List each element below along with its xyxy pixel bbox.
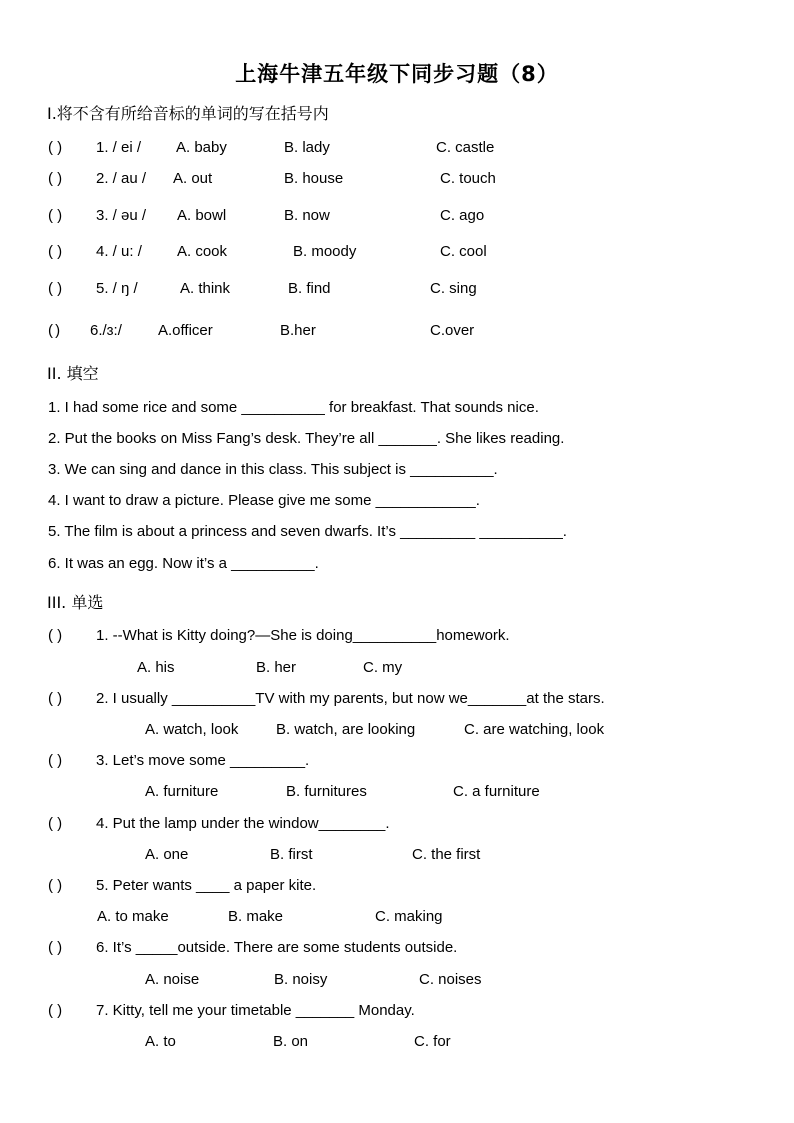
option-b: B. lady xyxy=(284,139,330,156)
option-a: A. to xyxy=(145,1033,176,1050)
option-c: C. castle xyxy=(436,139,495,156)
option-c: C. cool xyxy=(440,243,487,260)
option-a: A. noise xyxy=(145,971,200,988)
option-b: B. first xyxy=(270,846,313,863)
fill-blank-item: 3. We can sing and dance in this class. This subject is __________. xyxy=(48,461,498,478)
section2-heading: II. 填空 xyxy=(47,364,99,383)
option-a: A. cook xyxy=(177,243,228,260)
question-stem: 5. Peter wants ____ a paper kite. xyxy=(96,877,317,894)
option-b: B. on xyxy=(273,1033,309,1050)
option-c: C.over xyxy=(430,322,475,339)
option-c: C. are watching, look xyxy=(464,721,605,738)
answer-blank[interactable]: ( ) xyxy=(48,280,63,297)
option-a: A. out xyxy=(173,170,213,187)
option-a: A.officer xyxy=(158,322,213,339)
answer-blank[interactable]: ( ) xyxy=(48,139,63,156)
option-c: C. noises xyxy=(419,971,482,988)
fill-blank-item: 2. Put the books on Miss Fang’s desk. They’re all _______. She likes reading. xyxy=(48,430,565,447)
option-b: B. moody xyxy=(293,243,357,260)
option-b: B. now xyxy=(284,207,330,224)
answer-blank[interactable]: ( ) xyxy=(48,322,60,339)
option-c: C. for xyxy=(414,1033,451,1050)
question-stem: 4. Put the lamp under the window________. xyxy=(96,815,390,832)
option-a: A. bowl xyxy=(177,207,227,224)
option-b: B. house xyxy=(284,170,344,187)
phonetic-stem: 4. / u: / xyxy=(96,243,142,260)
phonetic-stem: 5. / ŋ / xyxy=(96,280,138,297)
section1-heading: I.将不含有所给音标的单词的写在括号内 xyxy=(47,104,329,123)
question-stem: 3. Let’s move some _________. xyxy=(96,752,310,769)
question-stem: 2. I usually __________TV with my parents, but now we_______at the stars. xyxy=(96,690,605,707)
option-a: A. baby xyxy=(176,139,227,156)
option-a: A. his xyxy=(137,659,175,676)
question-stem: 7. Kitty, tell me your timetable _______ Monday. xyxy=(96,1002,415,1019)
answer-blank[interactable]: ( ) xyxy=(48,939,63,956)
option-a: A. watch, look xyxy=(145,721,239,738)
section3-heading: III. 单选 xyxy=(47,593,104,612)
page-title: 上海牛津五年级下同步习题（8） xyxy=(235,62,559,86)
option-a: A. to make xyxy=(97,908,169,925)
fill-blank-item: 4. I want to draw a picture. Please give me some ____________. xyxy=(48,492,480,509)
answer-blank[interactable]: ( ) xyxy=(48,243,63,260)
answer-blank[interactable]: ( ) xyxy=(48,690,63,707)
option-c: C. the first xyxy=(412,846,481,863)
option-c: C. touch xyxy=(440,170,496,187)
option-b: B. make xyxy=(228,908,284,925)
option-b: B. find xyxy=(288,280,331,297)
option-c: C. my xyxy=(363,659,403,676)
answer-blank[interactable]: ( ) xyxy=(48,207,63,224)
answer-blank[interactable]: ( ) xyxy=(48,877,63,894)
option-b: B.her xyxy=(280,322,316,339)
option-c: C. ago xyxy=(440,207,485,224)
phonetic-stem: 6./ɜ:/ xyxy=(90,322,122,339)
option-b: B. furnitures xyxy=(286,783,367,800)
question-stem: 6. It’s _____outside. There are some students outside. xyxy=(96,939,458,956)
fill-blank-item: 1. I had some rice and some __________ for breakfast. That sounds nice. xyxy=(48,399,539,416)
option-c: C. a furniture xyxy=(453,783,540,800)
option-c: C. making xyxy=(375,908,443,925)
phonetic-stem: 1. / ei / xyxy=(96,139,142,156)
answer-blank[interactable]: ( ) xyxy=(48,815,63,832)
answer-blank[interactable]: ( ) xyxy=(48,170,63,187)
option-b: B. watch, are looking xyxy=(276,721,416,738)
question-stem: 1. --What is Kitty doing?—She is doing__________homework. xyxy=(96,627,510,644)
fill-blank-item: 6. It was an egg. Now it’s a __________. xyxy=(48,555,319,572)
phonetic-stem: 2. / au / xyxy=(96,170,147,187)
fill-blank-item: 5. The film is about a princess and seven dwarfs. It’s _________ __________. xyxy=(48,523,567,540)
option-b: B. her xyxy=(256,659,297,676)
option-a: A. one xyxy=(145,846,189,863)
answer-blank[interactable]: ( ) xyxy=(48,752,63,769)
phonetic-stem: 3. / əu / xyxy=(96,207,147,224)
option-a: A. furniture xyxy=(145,783,219,800)
option-b: B. noisy xyxy=(274,971,328,988)
answer-blank[interactable]: ( ) xyxy=(48,1002,63,1019)
option-c: C. sing xyxy=(430,280,477,297)
answer-blank[interactable]: ( ) xyxy=(48,627,63,644)
option-a: A. think xyxy=(180,280,231,297)
